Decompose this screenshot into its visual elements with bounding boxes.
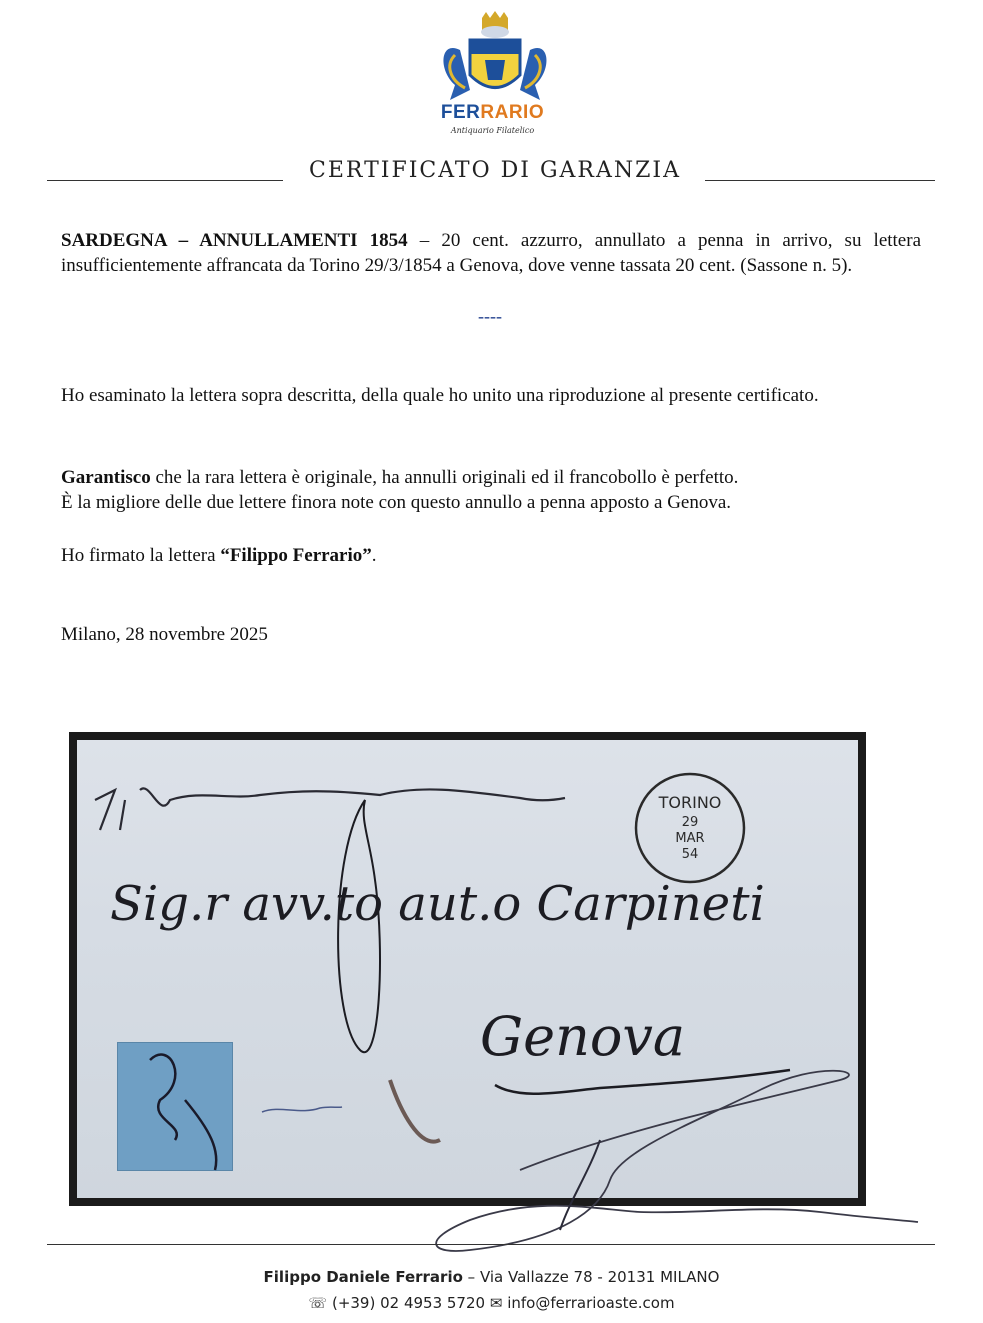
postage-stamp — [117, 1042, 233, 1171]
title-rule-left — [47, 180, 283, 181]
guarantee-bold: Garantisco — [61, 467, 151, 488]
brand-subtitle: Antiquario Filatelico — [450, 126, 535, 135]
signed-suffix: . — [371, 545, 377, 566]
postmark-city: TORINO — [658, 793, 722, 812]
crest-icon — [430, 10, 560, 105]
title-rule-right — [705, 180, 935, 181]
phone-icon: ☏ — [308, 1294, 328, 1312]
coat-of-arms-logo — [430, 10, 560, 145]
signed-name: “Filippo Ferrario” — [220, 545, 372, 566]
signed-paragraph — [61, 543, 921, 568]
postmark-month: MAR — [675, 831, 705, 846]
lot-heading: SARDEGNA – ANNULLAMENTI 1854 — [61, 230, 408, 251]
lot-description — [61, 228, 921, 278]
destination-city: Genova — [480, 1005, 686, 1068]
place-date: Milano, 28 novembre 2025 — [61, 624, 268, 645]
guarantee-paragraph — [61, 465, 921, 515]
separator: ---- — [478, 306, 502, 326]
footer-email[interactable]: info@ferrarioaste.com — [507, 1294, 675, 1312]
postmark-day: 29 — [681, 815, 699, 830]
address-line: Sig.r avv.to aut.o Carpineti — [110, 876, 765, 932]
footer-address — [0, 1268, 983, 1286]
guarantee-line2: È la migliore delle due lettere finora note con questo annullo a penna apposto a Genova. — [61, 492, 732, 513]
footer-phone[interactable]: (+39) 02 4953 5720 — [331, 1294, 486, 1312]
mail-icon: ✉ — [489, 1294, 503, 1312]
postmark-year: 54 — [681, 847, 699, 862]
guarantee-line1: che la rara lettera è originale, ha annulli originali ed il francobollo è perfetto. — [150, 467, 739, 488]
footer-street: – Via Vallazze 78 - 20131 MILANO — [462, 1268, 720, 1286]
footer-name: Filippo Daniele Ferrario — [263, 1268, 463, 1286]
certificate-title: CERTIFICATO DI GARANZIA — [309, 158, 681, 183]
footer-contacts — [0, 1294, 983, 1312]
examined-paragraph: Ho esaminato la lettera sopra descritta, della quale ho unito una riproduzione al presente certificato. — [61, 385, 819, 406]
signed-prefix: Ho firmato la lettera — [61, 545, 221, 566]
footer-rule — [47, 1244, 935, 1245]
lot-text: – 20 cent. azzurro, annullato a penna in arrivo, su lettera insufficientemente affrancata da Torino 29/3/1854 a Genova, dove venne tassata 20 cent. (Sassone n. 5). — [61, 230, 922, 276]
brand-name: FERRARIO — [440, 102, 545, 123]
